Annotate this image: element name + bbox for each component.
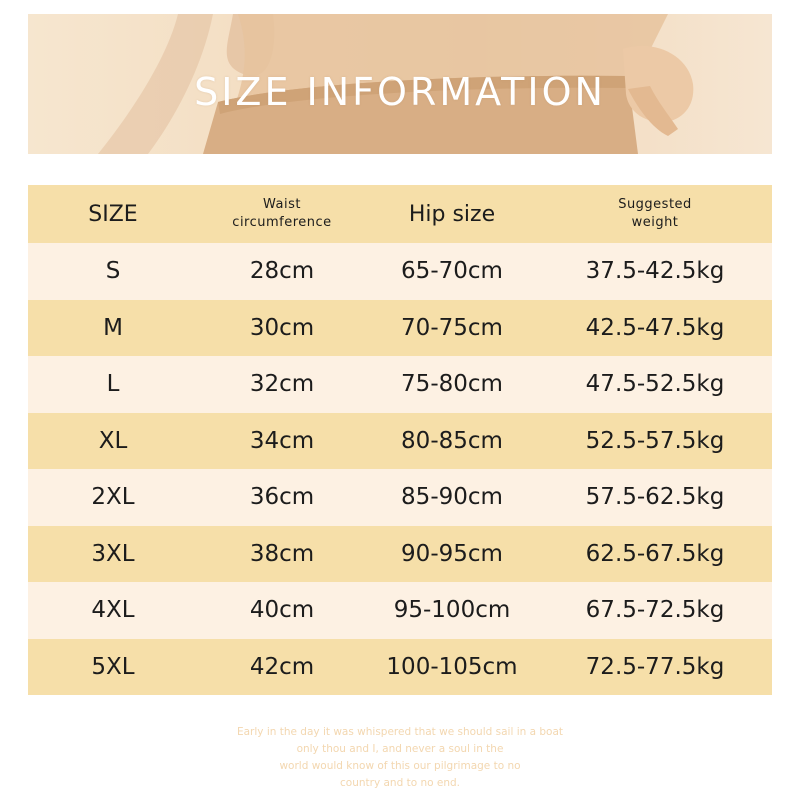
cell-size: S — [105, 258, 121, 285]
header-hip: Hip size — [408, 201, 496, 227]
cell-size: L — [106, 371, 120, 398]
cell-size: 5XL — [91, 653, 135, 680]
cell-waist: 40cm — [249, 597, 315, 624]
cell-size: M — [103, 314, 123, 341]
cell-size: XL — [98, 427, 128, 454]
cell-waist: 30cm — [249, 314, 315, 341]
cell-weight: 57.5-62.5kg — [585, 484, 725, 511]
cell-hip: 70-75cm — [401, 314, 503, 341]
cell-waist: 28cm — [249, 258, 315, 285]
cell-hip: 90-95cm — [401, 540, 503, 567]
table-row — [28, 639, 772, 696]
footer-line: only thou and I, and never a soul in the — [296, 743, 504, 755]
footer-line: country and to no end. — [340, 777, 460, 789]
cell-weight: 52.5-57.5kg — [585, 427, 725, 454]
cell-weight: 37.5-42.5kg — [585, 258, 725, 285]
cell-hip: 85-90cm — [401, 484, 503, 511]
cell-hip: 95-100cm — [393, 597, 511, 624]
cell-waist: 34cm — [249, 427, 315, 454]
header-waist — [198, 196, 366, 232]
cell-hip: 75-80cm — [401, 371, 503, 398]
cell-waist: 36cm — [249, 484, 315, 511]
cell-waist: 32cm — [249, 371, 315, 398]
header-weight-line2: weight — [631, 215, 679, 230]
header-waist-line2: circumference — [232, 215, 332, 230]
cell-weight: 72.5-77.5kg — [585, 653, 725, 680]
cell-hip: 100-105cm — [386, 653, 518, 680]
footer-text — [200, 724, 600, 792]
footer-line: Early in the day it was whispered that we should sail in a boat — [236, 726, 564, 738]
cell-hip: 80-85cm — [401, 427, 503, 454]
cell-size: 4XL — [91, 597, 135, 624]
table-row — [28, 356, 772, 413]
cell-hip: 65-70cm — [401, 258, 503, 285]
header-weight — [538, 196, 772, 232]
table-row — [28, 526, 772, 583]
page-title: SIZE INFORMATION — [194, 70, 606, 114]
table-row — [28, 300, 772, 357]
cell-weight: 47.5-52.5kg — [585, 371, 725, 398]
table-row — [28, 243, 772, 300]
cell-weight: 42.5-47.5kg — [585, 314, 725, 341]
table-row — [28, 469, 772, 526]
cell-weight: 67.5-72.5kg — [585, 597, 725, 624]
cell-size: 3XL — [91, 540, 135, 567]
table-row — [28, 413, 772, 470]
cell-waist: 42cm — [249, 653, 315, 680]
size-table — [28, 185, 772, 695]
header-weight-line1: Suggested — [618, 197, 692, 212]
header-size: SIZE — [88, 201, 138, 227]
cell-size: 2XL — [91, 484, 135, 511]
footer-line: world would know of this our pilgrimage to no — [279, 760, 521, 772]
header-waist-line1: Waist — [263, 197, 301, 212]
table-header-row — [28, 185, 772, 243]
banner — [28, 14, 772, 154]
table-row — [28, 582, 772, 639]
cell-weight: 62.5-67.5kg — [585, 540, 725, 567]
cell-waist: 38cm — [249, 540, 315, 567]
